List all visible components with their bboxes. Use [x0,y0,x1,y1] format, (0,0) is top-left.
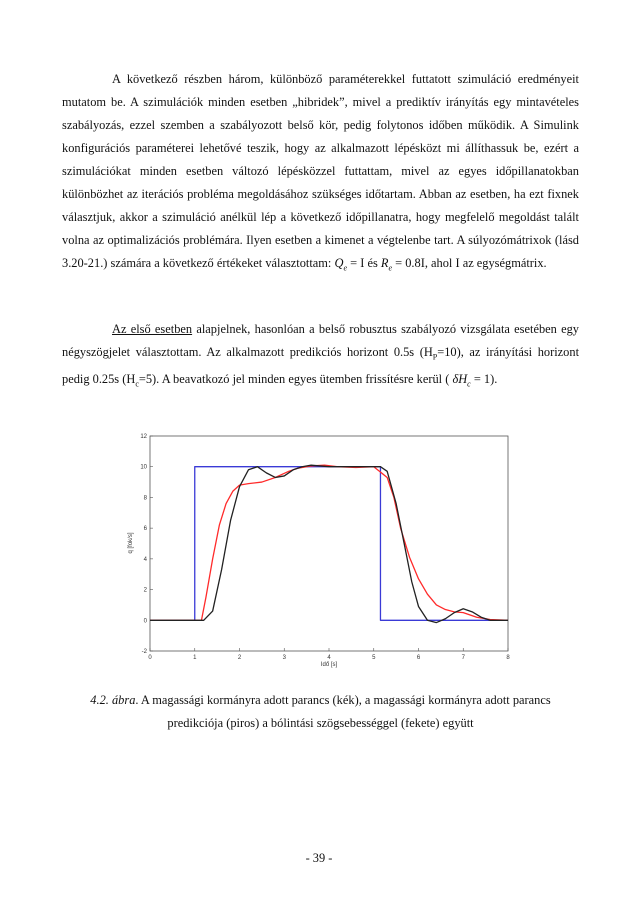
paragraph1-tail: , ahol I az egységmátrix. [424,256,547,270]
first-case-underlined: Az első esetben [112,322,193,336]
y-tick-label: 2 [143,587,147,594]
hp-sub: P [432,352,438,362]
paragraph1-text: A következő részben három, különböző paraméterekkel futtatott szimuláció eredményeit mutatom be. A szimulációk minden esetben „hibridek”, mivel a prediktív irányítás egy mintavételes szabályozás, ezzel szemben a szabályozott belső kör, pedig folytonos időben működik. A Simulink konfigurációs paraméterei lehetővé teszik, hogy az alkalmazott lépésközt mi állíthassuk be, ezért a szimulációkat minden esetben változó lépésközzel futtattam, mivel az egyes időpillanatokban különbözhet az iterációs probléma megoldásához szükséges időtartam. Abban az esetben, ha ezt fixnek választjuk, akkor a szimuláció anélkül lép a következő időpillanatra, hogy megfelelő megoldást talált volna az optimalizációs problémára. Ilyen esetben a kimenet a végtelenbe tart. A súlyozómátrixok (lásd 3.20-21.) számára a következő értékeket választottam: [62,72,579,270]
x-tick-label: 4 [327,655,331,661]
page-number: - 39 - [305,851,333,865]
y-tick-label: -2 [141,649,147,655]
paragraph2-text-d: ). [490,372,498,387]
math-joiner: és [367,256,378,270]
math-q: Q [334,256,344,270]
x-tick-label: 6 [416,655,421,661]
figure-caption-label: 4.2. ábra [90,693,136,707]
math-q-sub: e [343,263,348,273]
paragraph2-text-c: =5). A beavatkozó jel minden egyes ütemben frissítésre kerül ( [138,372,450,387]
x-tick-label: 3 [282,655,286,661]
figure-chart [120,428,518,668]
x-tick-label: 1 [193,655,197,661]
math-r-eq: = 0.8I [395,256,425,270]
y-tick-label: 4 [143,556,147,563]
math-delta-h-sub: c [467,379,471,389]
math-delta-h: δH [452,372,468,387]
paragraph2-text-b: =10), az irányítási horizont pedig 0.25s (H [62,345,580,387]
hc-sub: c [135,379,139,389]
math-q-eq: = I [350,256,365,270]
paragraph-simulation-intro [62,68,579,279]
y-axis-label: q [fok/s] [128,532,134,554]
figure-caption-rest: . A magassági kormányra adott parancs (kék), a magassági kormányra adott parancs [135,693,551,707]
paragraph2-text: alapjelnek, hasonlóan a belső robusztus szabályozó vizsgálata esetében egy négyszögjelet választottam. Az alkalmazott predikciós horizont 0.5s (H [62,322,579,359]
figure-caption-line2: predikciója (piros) a bólintási szögsebességgel (fekete) együtt [167,716,474,730]
x-tick-label: 2 [237,655,242,661]
plot-frame [150,436,508,651]
x-tick-label: 7 [461,655,465,661]
y-tick-label: 10 [140,464,147,471]
response-chart [120,428,518,668]
math-r: R [380,256,389,270]
x-tick-label: 5 [372,655,376,661]
figure-caption-line1 [62,689,579,711]
y-tick-label: 6 [143,526,147,533]
y-tick-label: 8 [143,495,147,502]
math-delta-h-eq: = 1 [473,372,491,387]
math-r-sub: e [388,263,393,273]
paragraph-first-case [62,318,579,396]
y-tick-label: 0 [143,618,147,625]
x-tick-label: 0 [148,655,152,661]
x-axis-label: Idő [s] [320,662,338,668]
y-tick-label: 12 [140,434,147,440]
x-tick-label: 8 [506,655,510,661]
